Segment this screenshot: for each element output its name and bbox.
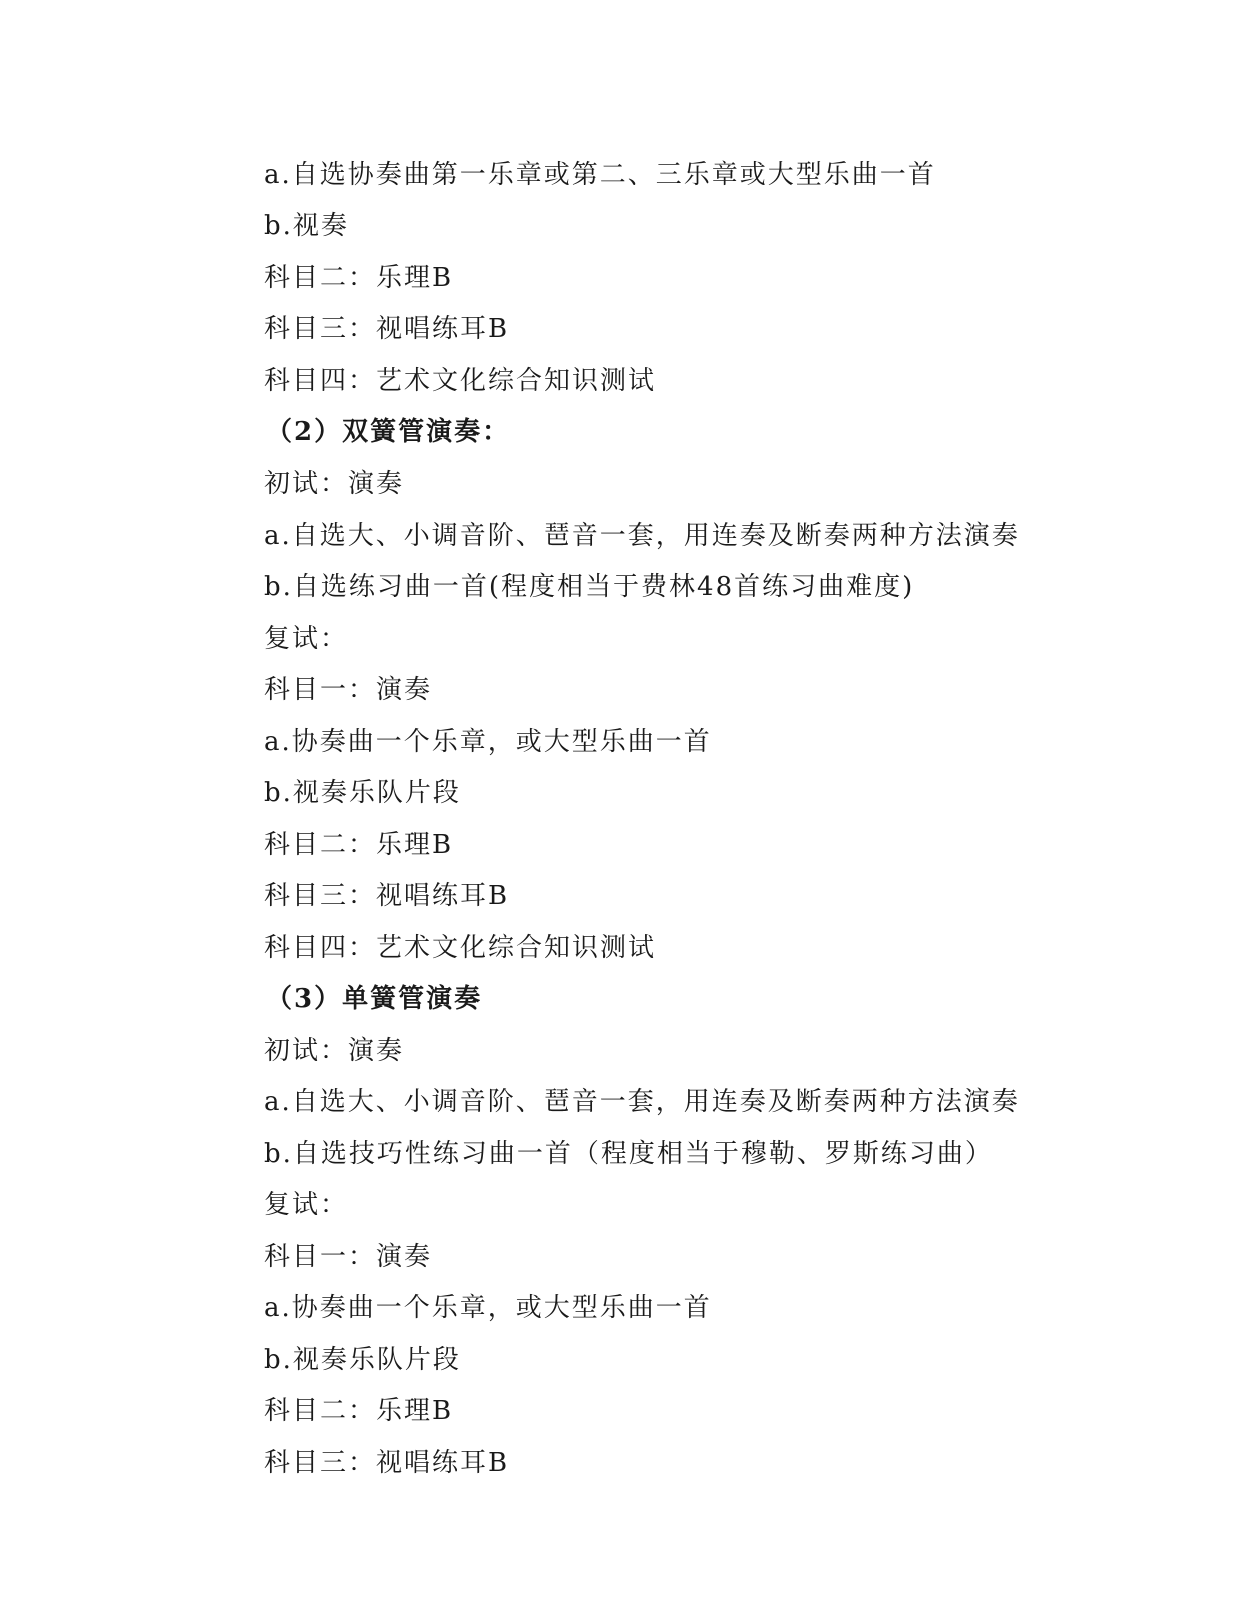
- text-line: 科目四：艺术文化综合知识测试: [264, 366, 657, 396]
- text-line: 科目二：乐理B: [264, 830, 454, 860]
- text-line: 初试：演奏: [264, 1036, 405, 1066]
- text-line: a.协奏曲一个乐章，或大型乐曲一首: [264, 727, 712, 757]
- text-line: b.自选练习曲一首(程度相当于费林48首练习曲难度): [264, 572, 915, 602]
- text-line: 科目三：视唱练耳B: [264, 314, 510, 344]
- text-line: 科目三：视唱练耳B: [264, 1448, 510, 1478]
- text-line: 初试：演奏: [264, 469, 405, 499]
- text-line: a.协奏曲一个乐章，或大型乐曲一首: [264, 1293, 712, 1323]
- text-line: 复试：: [264, 1190, 349, 1220]
- section-heading: （2）双簧管演奏：: [266, 417, 511, 447]
- text-line: b.视奏: [264, 211, 349, 241]
- text-line: 科目一：演奏: [264, 1242, 433, 1272]
- text-line: a.自选大、小调音阶、琶音一套，用连奏及断奏两种方法演奏: [264, 1087, 1020, 1117]
- section-heading: （3）单簧管演奏: [266, 984, 483, 1014]
- text-line: 科目二：乐理B: [264, 1396, 454, 1426]
- text-line: 科目四：艺术文化综合知识测试: [264, 933, 657, 963]
- text-line: 复试：: [264, 624, 349, 654]
- text-line: 科目二：乐理B: [264, 263, 454, 293]
- text-line: b.视奏乐队片段: [264, 778, 461, 808]
- text-line: 科目一：演奏: [264, 675, 433, 705]
- text-line: 科目三：视唱练耳B: [264, 881, 510, 911]
- text-line: b.视奏乐队片段: [264, 1345, 461, 1375]
- text-line: a.自选协奏曲第一乐章或第二、三乐章或大型乐曲一首: [264, 160, 936, 190]
- text-line: b.自选技巧性练习曲一首（程度相当于穆勒、罗斯练习曲）: [264, 1139, 993, 1169]
- text-line: a.自选大、小调音阶、琶音一套，用连奏及断奏两种方法演奏: [264, 521, 1020, 551]
